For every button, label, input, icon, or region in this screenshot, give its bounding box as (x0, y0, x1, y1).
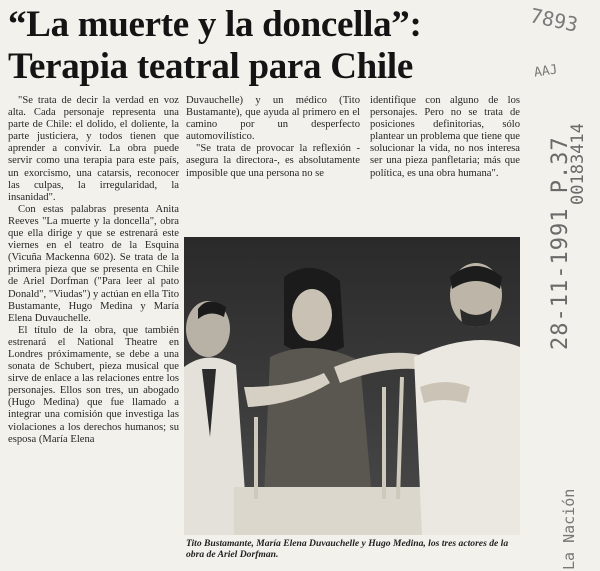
article-column-3 (370, 95, 520, 235)
paragraph: El título de la obra, que también estrenará el National Theatre en Londres próximamente, se debe a una sonata de Schubert, pieza musical que sirve de enlace a las relaciones entre los personajes. Ellos son tres, un abogado (Hugo Medina) que fue llamado a integrar una comisión que investiga las violaciones a los derechos humanos; su esposa (María Elena (8, 324, 179, 445)
photo-caption: Tito Bustamante, María Elena Duvauchelle y Hugo Medina, los tres actores de la obra de Ariel Dorfman. (186, 538, 509, 560)
article-column-1 (8, 95, 179, 565)
paragraph: identifique con alguno de los personajes. Pero no se trata de posiciones definitorias, sólo plantear un problema que tiene que solucionar la vida, no nos interesa ser una pieza panfletaria; más que política, es una obra humana". (370, 95, 520, 179)
headline-line-2: Terapia teatral para Chile (8, 46, 413, 87)
photo-illustration (184, 237, 520, 535)
handwritten-archive-id: 00183414 (568, 123, 588, 205)
handwritten-date: 28-11-1991 P.37 (548, 136, 573, 350)
handwritten-number: 7893 (528, 3, 581, 37)
paragraph: Con estas palabras presenta Anita Reeves "La muerte y la doncella", obra que ella dirige y que se estrenará este viernes en el teatro de la Esquina (Vicuña Mackenna 602). Se trata de la primera pieza que se presenta en Chile de Ariel Dorfman ("Para leer al pato Donald", "Viudas") y actúan en ella Tito Bustamante, Hugo Medina y María Elena Duvauchelle. (8, 203, 179, 324)
headline-line-1: “La muerte y la doncella”: (8, 4, 422, 45)
article-column-2 (186, 95, 360, 235)
headline (8, 4, 528, 88)
actors-photo (184, 237, 520, 535)
paragraph: "Se trata de decir la verdad en voz alta. Cada personaje representa una parte de Chile: el dolido, el doliente, la parte justiciera, y todos tienen que aprender a convivir. La obra puede servir como una terapia para este país, un exorcismo, una catarsis, reconocer las culpas, la irregularidad, la insanidad". (8, 95, 179, 203)
paragraph: "Se trata de provocar la reflexión -asegura la directora-, es absolutamente imposible que una persona no se (186, 143, 360, 179)
handwritten-initials: AAJ (533, 62, 559, 81)
paragraph: Duvauchelle) y un médico (Tito Bustamante), que ayuda al primero en el camino por un desperfecto automovilístico. (186, 95, 360, 143)
handwritten-source: La Nación (560, 488, 578, 570)
